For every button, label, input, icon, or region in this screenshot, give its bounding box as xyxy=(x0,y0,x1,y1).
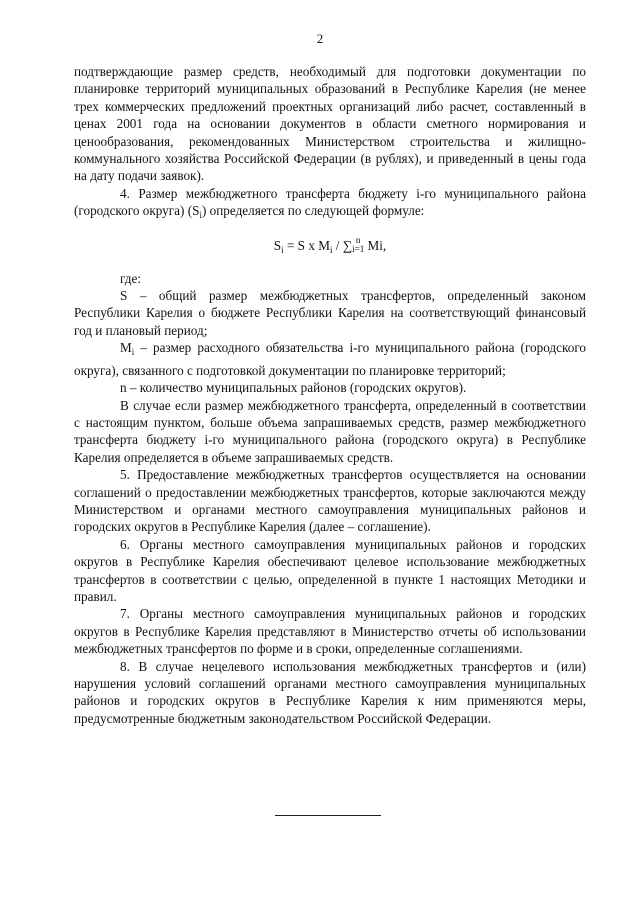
formula-sum-sup: n xyxy=(355,234,361,245)
paragraph-4-end: ) определяется по следующей формуле: xyxy=(201,203,425,219)
where-label: где: xyxy=(120,270,141,286)
paragraph-5: 5. Предоставление межбюджетных трансфертов осуществляется на основании соглашений о предоставлении межбюджетных трансфертов, которые заключаются между Министерством и органами местного самоуправления муниципальных районов и городских округов в Республике Карелия (далее – соглашение). xyxy=(74,467,586,535)
formula-slash: / xyxy=(332,237,343,253)
formula-sum-limits xyxy=(352,236,364,254)
paragraph-case: В случае если размер межбюджетного трансферта, определенный в соответствии с настоящим пунктом, больше объема запрашиваемых средств, размер межбюджетного трансферта бюджету i-го муниципального района (городского округа) в Республике Карелия определяется в объеме запрашиваемых средств. xyxy=(74,397,586,465)
paragraph-7: 7. Органы местного самоуправления муниципальных районов и городских округов в Республике Карелия представляют в Министерство отчеты об использовании межбюджетных трансфертов по форме и в сроки, определенные соглашениями. xyxy=(74,606,586,657)
closing-rule xyxy=(275,815,381,816)
paragraph-4 xyxy=(74,185,586,225)
paragraph-4-text: 4. Размер межбюджетного трансферта бюджету i-го муниципального района (городского округа) (S xyxy=(74,185,586,219)
definition-m-sub: i xyxy=(131,347,135,358)
definition-m-text: – размер расходного обязательства i-го муниципального района (городского округа), связанного с подготовкой документации по планировке территорий; xyxy=(74,340,586,378)
formula-mid: = S x M xyxy=(283,237,330,253)
document-body xyxy=(74,63,586,727)
definition-m xyxy=(74,339,586,379)
formula-left-sub: i xyxy=(281,244,284,255)
paragraph-6: 6. Органы местного самоуправления муниципальных районов и городских округов в Республике Карелия обеспечивают целевое использование межбюджетных трансфертов в соответствии с целью, определенной в пункте 1 настоящих Методики и правил. xyxy=(74,536,586,604)
paragraph-intro: подтверждающие размер средств, необходимый для подготовки документации по планировке территорий муниципальных образований в Республике Карелия (не менее трех коммерческих предложений проектных организаций либо расчет, составленный в ценах 2001 года на основании документов в области сметного нормирования и ценообразования, рекомендованных Министерством строительства и жилищно-коммунального хозяйства Российской Федерации (в рублях), и приведенный в цены года на дату подачи заявок). xyxy=(74,64,586,184)
paragraph-4-subscript: i xyxy=(199,210,202,221)
definition-s: S – общий размер межбюджетных трансфертов, определенный законом Республики Карелия о бюджете Республики Карелия на соответствующий финансовый год и плановый период; xyxy=(74,288,586,338)
formula-tail: Mi, xyxy=(364,237,387,253)
definition-n: n – количество муниципальных районов (городских округов). xyxy=(120,380,467,396)
formula-sum-sign: ∑ xyxy=(342,237,353,253)
formula-mid-sub: i xyxy=(329,244,333,255)
formula-left: S xyxy=(273,237,282,253)
page-number: 2 xyxy=(316,31,324,46)
definition-m-var: M xyxy=(120,340,132,356)
formula-sum-sub: i=1 xyxy=(352,243,365,254)
formula xyxy=(74,236,586,256)
paragraph-8: 8. В случае нецелевого использования межбюджетных трансфертов и (или) нарушения условий соглашений органами местного самоуправления муниципальных районов и городских округов в Республике Карелия к ним применяются меры, предусмотренные бюджетным законодательством Российской Федерации. xyxy=(74,658,586,726)
